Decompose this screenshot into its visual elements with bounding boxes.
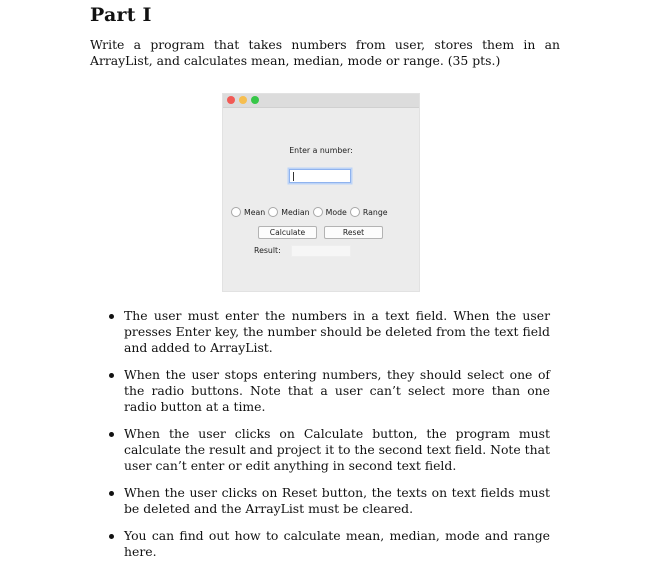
bullet-icon bbox=[109, 373, 114, 378]
list-item-text: When the user clicks on Calculate button, the program must calculate the result and project it to the second text field. Note that user can’t enter or edit anything in second text field. bbox=[124, 426, 550, 473]
list-item bbox=[104, 308, 550, 356]
calculate-button[interactable]: Calculate bbox=[258, 226, 317, 239]
result-field bbox=[291, 245, 351, 257]
close-window-icon[interactable] bbox=[227, 96, 235, 104]
reset-button[interactable]: Reset bbox=[324, 226, 383, 239]
list-item-text: The user must enter the numbers in a text field. When the user presses Enter key, the number should be deleted from the text field and added to ArrayList. bbox=[124, 308, 550, 355]
number-prompt-label: Enter a number: bbox=[289, 146, 353, 155]
list-item bbox=[104, 426, 550, 474]
radio-circle-icon[interactable] bbox=[313, 207, 323, 217]
radio-range[interactable] bbox=[350, 207, 388, 217]
radio-label: Range bbox=[362, 207, 388, 217]
bullet-icon bbox=[109, 314, 114, 319]
minimize-window-icon[interactable] bbox=[239, 96, 247, 104]
text-caret bbox=[293, 172, 294, 181]
intro-paragraph: Write a program that takes numbers from user, stores them in an ArrayList, and calculates mean, median, mode or range. (35 pts.) bbox=[90, 37, 560, 68]
section-heading: Part I bbox=[90, 4, 152, 26]
bullet-icon bbox=[109, 432, 114, 437]
list-item-text: You can find out how to calculate mean, median, mode and range here. bbox=[124, 528, 550, 559]
radio-label: Mode bbox=[325, 207, 347, 217]
operation-radio-group bbox=[231, 207, 391, 217]
radio-circle-icon[interactable] bbox=[350, 207, 360, 217]
bullet-icon bbox=[109, 534, 114, 539]
result-label: Result: bbox=[254, 246, 281, 255]
list-item-text: When the user stops entering numbers, they should select one of the radio buttons. Note that a user can’t select more than one radio button at a time. bbox=[124, 367, 550, 414]
number-input[interactable] bbox=[289, 169, 351, 183]
list-item bbox=[104, 485, 550, 517]
zoom-window-icon[interactable] bbox=[251, 96, 259, 104]
radio-label: Mean bbox=[244, 207, 266, 217]
requirements-list bbox=[104, 308, 550, 571]
bullet-icon bbox=[109, 491, 114, 496]
window-titlebar bbox=[223, 94, 419, 108]
radio-circle-icon[interactable] bbox=[231, 207, 241, 217]
radio-mode[interactable] bbox=[313, 207, 347, 217]
list-item bbox=[104, 367, 550, 415]
list-item-text: When the user clicks on Reset button, the texts on text fields must be deleted and the ArrayList must be cleared. bbox=[124, 485, 550, 516]
app-window-screenshot bbox=[222, 93, 420, 292]
radio-median[interactable] bbox=[268, 207, 309, 217]
list-item bbox=[104, 528, 550, 560]
radio-label: Median bbox=[281, 207, 310, 217]
radio-circle-icon[interactable] bbox=[268, 207, 278, 217]
radio-mean[interactable] bbox=[231, 207, 265, 217]
